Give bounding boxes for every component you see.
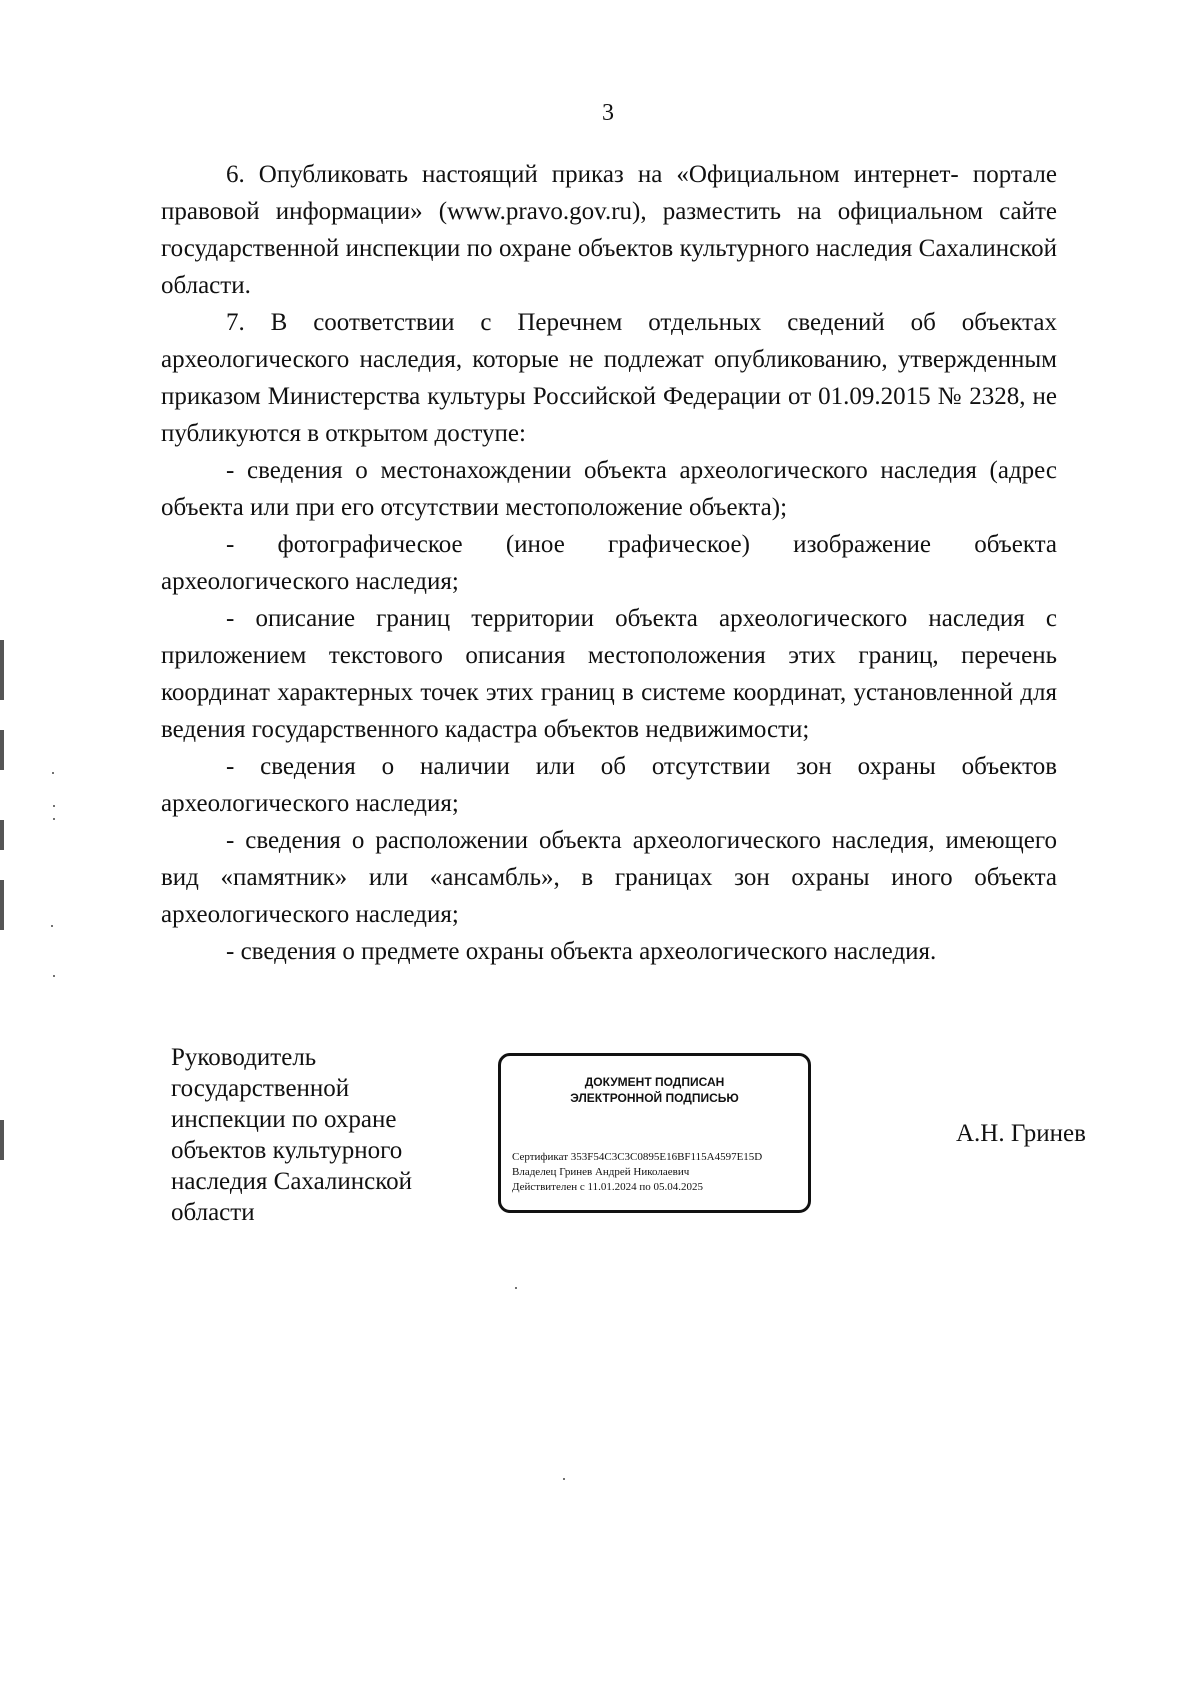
signer-title-line: инспекции по охране [171, 1106, 397, 1133]
stamp-title-line: ДОКУМЕНТ ПОДПИСАН [584, 1075, 725, 1089]
stamp-certificate: Сертификат 353F54C3C3C0895E16BF115A4597E15D [512, 1151, 763, 1163]
scan-edge-mark [0, 1120, 4, 1160]
scan-speck [52, 772, 54, 774]
stamp-title-line: ЭЛЕКТРОННОЙ ПОДПИСЬЮ [570, 1091, 739, 1105]
signer-title-line: объектов культурного [171, 1137, 403, 1164]
stamp-details [512, 1150, 804, 1195]
stamp-owner: Владелец Гринев Андрей Николаевич [512, 1166, 690, 1178]
scan-speck [53, 818, 55, 820]
list-item-photo: - фотографическое (иное графическое) изображение объекта археологического наследия; [161, 531, 1057, 595]
paragraph-restrictions: 7. В соответствии с Перечнем отдельных сведений об объектах археологического наследия, которые не подлежат опубликованию, утвержденным приказом Министерства культуры Российской Федерации от 01.09.2015 № 2328, не публикуются в открытом доступе: [161, 309, 1057, 447]
signer-title-line: области [171, 1199, 255, 1226]
scan-edge-mark [0, 820, 4, 850]
electronic-signature-stamp [498, 1053, 811, 1213]
scan-edge-mark [0, 880, 4, 930]
stamp-title [501, 1074, 808, 1106]
scan-speck [515, 1287, 517, 1289]
scan-speck [563, 1478, 565, 1480]
signer-name: А.Н. Гринев [956, 1120, 1086, 1147]
signer-title-line: Руководитель [171, 1044, 317, 1071]
list-item-monument-placement: - сведения о расположении объекта археологического наследия, имеющего вид «памятник» или «ансамбль», в границах зон охраны иного объекта археологического наследия; [161, 827, 1057, 928]
signer-title-line: государственной [171, 1075, 350, 1102]
signer-title [171, 1042, 461, 1228]
scan-speck [53, 975, 55, 977]
scan-edge-mark [0, 640, 4, 700]
stamp-validity: Действителен с 11.01.2024 по 05.04.2025 [512, 1181, 703, 1193]
scan-speck [53, 805, 55, 807]
document-body [161, 156, 1057, 970]
paragraph-publication: 6. Опубликовать настоящий приказ на «Официальном интернет- портале правовой информации» (www.pravo.gov.ru), разместить на официальном сайте государственной инспекции по охране объектов культурного наследия Сахалинской области. [161, 161, 1057, 299]
list-item-location: - сведения о местонахождении объекта археологического наследия (адрес объекта или при его отсутствии местоположение объекта); [161, 457, 1057, 521]
signer-title-line: наследия Сахалинской [171, 1168, 413, 1195]
scan-edge-mark [0, 730, 4, 770]
scan-speck [51, 925, 53, 927]
list-item-protection-zones: - сведения о наличии или об отсутствии зон охраны объектов археологического наследия; [161, 753, 1057, 817]
list-item-boundaries: - описание границ территории объекта археологического наследия с приложением текстового описания местоположения этих границ, перечень координат характерных точек этих границ в системе координат, установленной для ведения государственного кадастра объектов недвижимости; [161, 605, 1057, 743]
list-item-protection-subject: - сведения о предмете охраны объекта археологического наследия. [226, 938, 937, 965]
page-number: 3 [602, 100, 614, 126]
